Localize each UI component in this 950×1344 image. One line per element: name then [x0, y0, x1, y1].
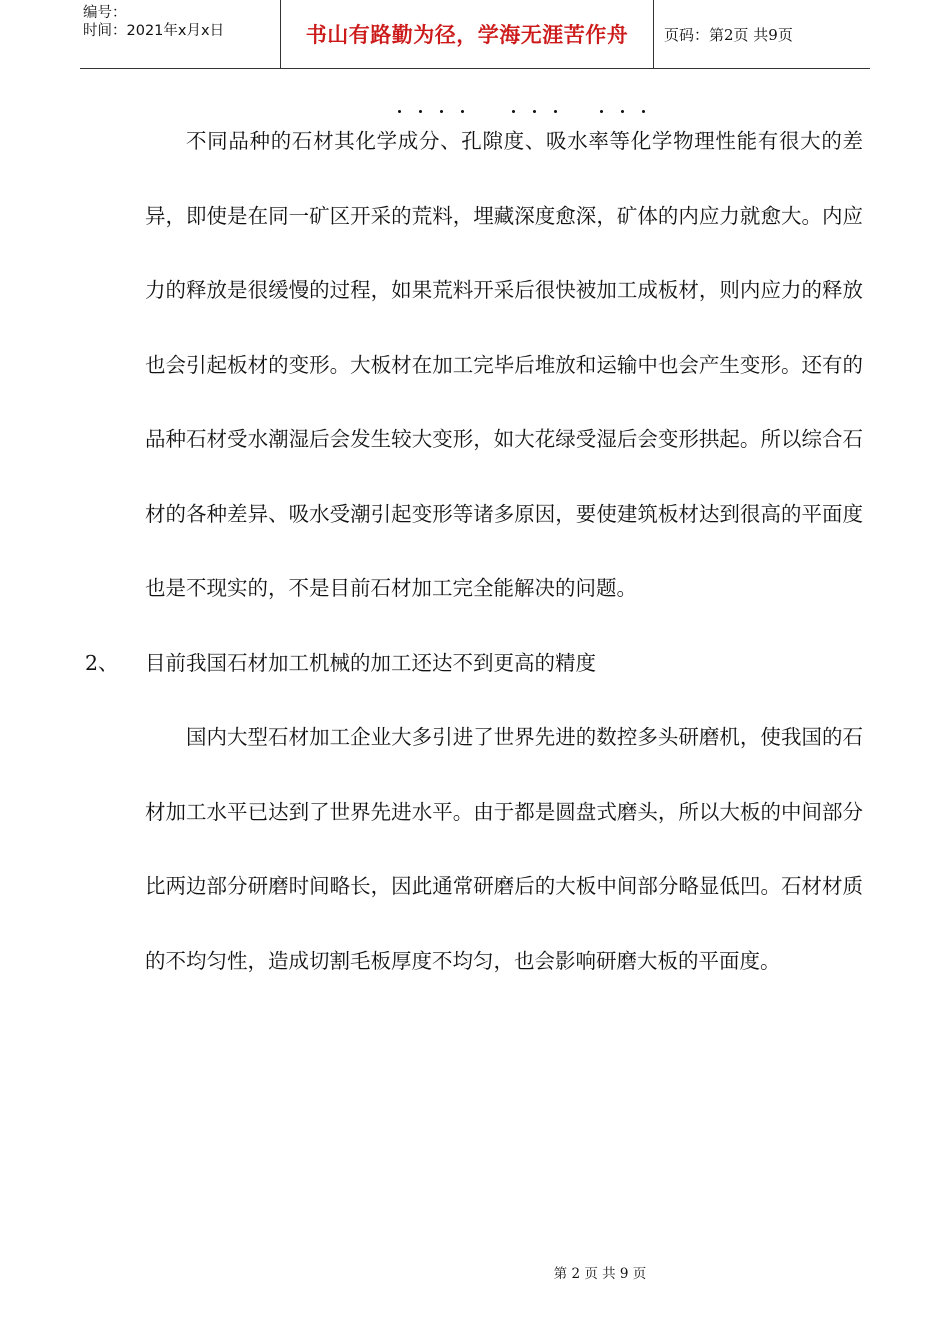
header-meta: [80, 0, 281, 68]
list-item-2: [85, 626, 863, 701]
number-label: 编号：: [83, 5, 127, 21]
date-label: 时间：2021年x月x日: [83, 23, 225, 39]
paragraph-1: 不同品种的石材其化学成分、孔隙度、吸水率等化学物理性能有很大的差异，即使是在同一矿区开采的荒料，埋藏深度愈深，矿体的内应力就愈大。内应力的释放是很缓慢的过程，如果荒料开采后很快被加工成板材，则内应力的释放也会引起板材的变形。大板材在加工完毕后堆放和运输中也会产生变形。还有的品种石材受水潮湿后会发生较大变形，如大花绿受湿后会变形拱起。所以综合石材的各种差异、吸水受潮引起变形等诸多原因，要使建筑板材达到很高的平面度也是不现实的，不是目前石材加工完全能解决的问题。: [145, 129, 863, 600]
paragraph-2: 国内大型石材加工企业大多引进了世界先进的数控多头研磨机，使我国的石材加工水平已达到了世界先进水平。由于都是圆盘式磨头，所以大板的中间部分比两边部分研磨时间略长，因此通常研磨后的大板中间部分略显低凹。石材材质的不均匀性，造成切割毛板厚度不均匀，也会影响研磨大板的平面度。: [145, 725, 863, 973]
list-item-title: 目前我国石材加工机械的加工还达不到更高的精度: [145, 650, 596, 675]
document-body: [85, 104, 863, 998]
header-motto: 书山有路勤为径，学海无涯苦作舟: [281, 0, 654, 68]
list-item-number: 2、: [85, 650, 119, 675]
header-page-info: 页码：第2页 共9页: [664, 25, 793, 44]
page-footer: 第 2 页 共 9 页: [553, 1266, 647, 1282]
page-header: [80, 0, 870, 69]
